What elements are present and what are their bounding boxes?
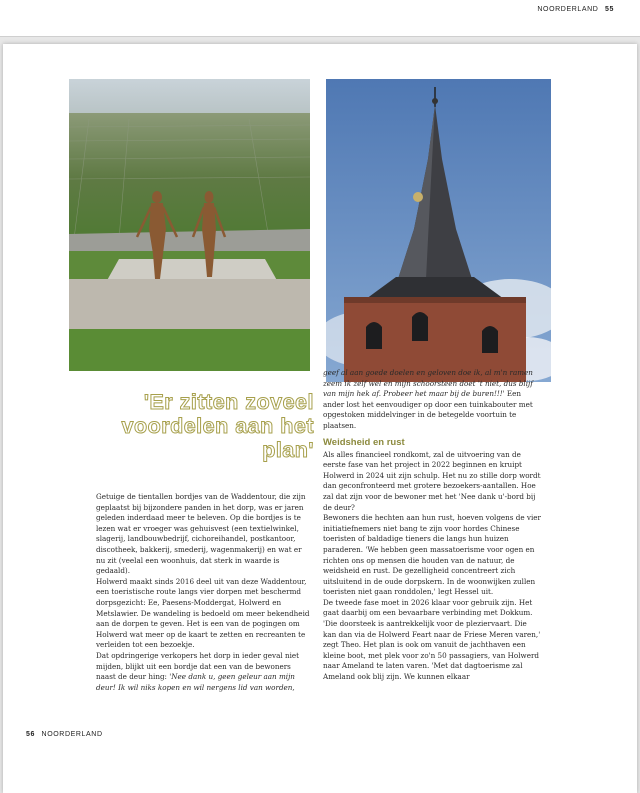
paragraph	[323, 368, 541, 432]
footer-page-number: 56	[26, 731, 35, 738]
paragraph: Getuige de tientallen bordjes van de Waddentour, die zijn geplaatst bij bijzondere panden in het dorp, was er jaren geleden inderdaad meer te beleven. Op die bordjes is te lezen wat er vroeger was gehuisvest (een textielwinkel, slagerij, landbouwbedrijf, cichoreihandel, postkantoor, discotheek, bakkerij, smederij, wagenmakerij) en wat er nu zit (veelal een woonhuis, dat sterk in waarde is gedaald).	[96, 492, 306, 576]
paragraph-text: Een ander lost het eenvoudiger op door een tuinkabouter met opgestoken middelvinger in de betegelde voortuin te plaatsen.	[323, 389, 533, 430]
paragraph	[96, 651, 310, 693]
paragraph: Bewoners die hechten aan hun rust, hoeven volgens de vier initiatiefnemers niet bang te zijn voor hordes Chinese toeristen of baldadige tieners die langs hun huizen paraderen. 'We hebben geen massatoerisme voor ogen en richten ons op mensen die houden van de natuur, de weidsheid en rust. De gezelligheid concentreert zich uitsluitend in de oude dorpskern. In de woonwijken zullen toeristen niet gaan ronddolen,' legt Hessel uit.	[323, 513, 541, 597]
previous-page-strip	[0, 0, 640, 37]
article-column-left	[96, 492, 310, 693]
running-footer	[26, 731, 103, 738]
photo-landscape-statues	[69, 79, 310, 371]
article-column-right	[323, 368, 541, 683]
photo-church-tower	[326, 79, 551, 382]
pull-quote: 'Er zitten zoveel voordelen aan het plan'	[121, 390, 314, 462]
header-page-number: 55	[605, 6, 614, 13]
paragraph-text: Dat opdringerige verkopers het dorp in ieder geval niet mijden, blijkt uit een bordje dat een van de bewoners naast de deur hing:	[96, 650, 300, 682]
paragraph: De tweede fase moet in 2026 klaar voor gebruik zijn. Het gaat daarbij om een bevaarbare verbinding met Dokkum. 'Die doorsteek is aantrekkelijk voor de pleziervaart. Die kan dan via de Holwerd Feart naar de Friese Meren varen,' zegt Theo. Het plan is ook om vanuit de jachthaven een kleine boot, met plek voor zo'n 50 passagiers, van Holwerd naar Ameland te laten varen. 'Met dat dagtoerisme zal Ameland ook blij zijn. We kunnen elkaar	[323, 597, 541, 682]
sign-quote: 'Nee dank u, geen geleur aan mijn deur! Ik wil niks kopen en wil nergens lid van worden,	[96, 672, 295, 692]
paragraph: Als alles financieel rondkomt, zal de uitvoering van de eerste fase van het project in 2022 beginnen en kruipt Holwerd in 2024 uit zijn schulp. Het nu zo stille dorp wordt dan geconfronteerd met grotere bezoekers-aantallen. Hoe zal dat zijn voor de bewoner met het 'Nee dank u'-bord bij de deur?	[323, 449, 541, 512]
sign-quote-continued: geef al aan goede doelen en geloven doe ik, al m'n ramen zeem ik zelf wel en mijn schoorsteen doet 't niet, dus blijf van mijn hek af. Probeer het maar bij de buren!!!'	[323, 368, 533, 399]
section-subheading: Weidsheid en rust	[323, 436, 405, 448]
paragraph: Holwerd maakt sinds 2016 deel uit van deze Waddentour, een toeristische route langs vier dorpen met beschermd dorpsgezicht: Ee, Paesens-Moddergat, Holwerd en Metslawier. De wandeling is bedoeld om meer bekendheid aan de dorpen te geven. Het is een van de pogingen om Holwerd wat meer op de kaart te zetten en recreanten te verleiden tot een bezoekje.	[96, 576, 310, 650]
running-header	[537, 6, 614, 13]
header-brand: NOORDERLAND	[537, 6, 599, 13]
footer-brand: NOORDERLAND	[41, 731, 103, 738]
